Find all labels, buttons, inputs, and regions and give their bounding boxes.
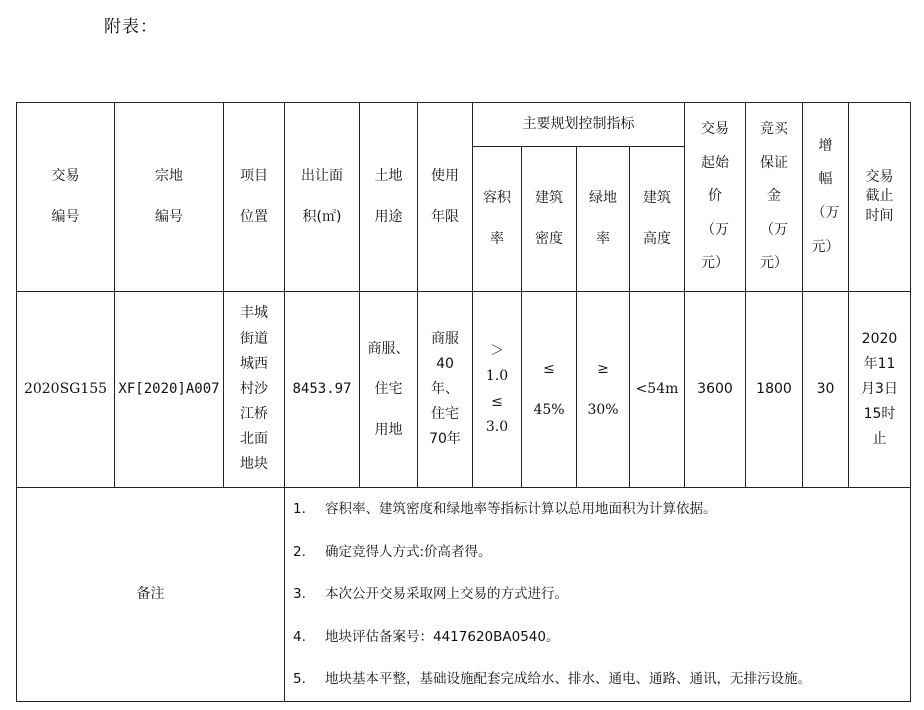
cell-green xyxy=(577,292,630,488)
cell-line: 年限 xyxy=(431,209,459,225)
cell-line: 编号 xyxy=(51,209,80,225)
cell-line: 元） xyxy=(701,255,729,272)
cell-line: 交易 xyxy=(865,168,894,185)
cell-area: 8453.97 xyxy=(285,292,360,488)
cell-line: 45% xyxy=(533,401,565,418)
cell-line: 止 xyxy=(872,431,887,448)
cell-line: 容积 xyxy=(483,190,511,207)
notes-list xyxy=(285,488,910,701)
cell-line: 2020 xyxy=(861,330,898,347)
note-text: 确定竞得人方式:价高者得。 xyxy=(325,543,492,560)
cell-line: 用途 xyxy=(374,209,403,225)
cell-location xyxy=(224,292,285,488)
cell-line: 位置 xyxy=(240,209,268,225)
note-number: 5. xyxy=(293,671,306,688)
data-row xyxy=(17,292,911,488)
cell-line: 30% xyxy=(587,401,619,418)
cell-line: 年、 xyxy=(431,380,459,397)
header-planning-group: 主要规划控制指标 xyxy=(473,103,685,147)
cell-trade-no: 2020SG155 xyxy=(17,292,115,488)
cell-line: 积(㎡) xyxy=(302,209,342,225)
cell-line: 北面 xyxy=(240,431,268,448)
note-item xyxy=(285,616,910,659)
cell-increment: 30 xyxy=(803,292,849,488)
note-item xyxy=(285,658,910,701)
cell-line: ＞ xyxy=(490,343,504,360)
header-parcel-no xyxy=(115,103,224,292)
cell-line: 街道 xyxy=(240,330,268,347)
header-height xyxy=(630,147,685,292)
cell-line: ≤ xyxy=(543,360,555,377)
cell-line: 城西 xyxy=(240,355,268,372)
cell-line: 建筑 xyxy=(535,190,563,207)
header-far xyxy=(473,147,522,292)
cell-line: 住宅 xyxy=(374,381,403,398)
cell-line: 40 xyxy=(436,355,454,372)
attachment-title: 附表： xyxy=(104,17,158,37)
cell-line: 增 xyxy=(818,137,833,154)
notes-cell xyxy=(285,488,911,702)
cell-line: 密度 xyxy=(535,231,563,247)
cell-line: 出让面 xyxy=(301,168,343,185)
cell-line: 住宅 xyxy=(431,406,459,423)
cell-line: 编号 xyxy=(155,209,183,225)
note-number: 3. xyxy=(293,586,306,603)
cell-line: 幅 xyxy=(818,171,833,188)
cell-land-use xyxy=(360,292,418,488)
cell-line: 宗地 xyxy=(155,168,183,185)
cell-line: （万 xyxy=(811,205,840,221)
cell-line: 年11 xyxy=(863,355,896,372)
cell-line: 商服、 xyxy=(367,340,410,357)
cell-start-price: 3600 xyxy=(685,292,746,488)
note-item xyxy=(285,488,910,531)
cell-line: 起始 xyxy=(701,154,729,171)
header-area xyxy=(285,103,360,292)
note-number: 4. xyxy=(293,628,306,645)
cell-line: （万 xyxy=(760,221,788,238)
cell-line: 时间 xyxy=(865,207,894,224)
cell-line: 交易 xyxy=(701,121,729,138)
cell-deposit: 1800 xyxy=(746,292,803,488)
header-land-use xyxy=(360,103,418,292)
cell-line: 项目 xyxy=(240,168,268,185)
cell-line: 地块 xyxy=(240,456,268,473)
cell-line: 元） xyxy=(760,255,788,272)
cell-line: 商服 xyxy=(431,330,459,347)
cell-line: （万 xyxy=(701,221,729,238)
cell-term xyxy=(418,292,473,488)
cell-line: 率 xyxy=(596,231,610,247)
cell-line: 绿地 xyxy=(589,190,617,207)
cell-line: 交易 xyxy=(51,168,80,185)
cell-line: 村沙 xyxy=(240,380,268,397)
header-trade-no xyxy=(17,103,115,292)
note-number: 1. xyxy=(293,501,306,517)
cell-line: 保证 xyxy=(760,154,788,171)
header-density xyxy=(522,147,577,292)
cell-line: 金 xyxy=(767,188,781,205)
cell-line: 用地 xyxy=(374,421,403,438)
cell-line: 土地 xyxy=(374,168,403,185)
cell-line: 建筑 xyxy=(643,190,671,207)
note-item xyxy=(285,531,910,574)
land-transaction-table xyxy=(16,102,911,702)
notes-row xyxy=(17,488,911,702)
note-text: 本次公开交易采取网上交易的方式进行。 xyxy=(325,586,568,603)
header-location xyxy=(224,103,285,292)
header-increment xyxy=(803,103,849,292)
cell-line: 元） xyxy=(811,238,840,255)
header-deadline xyxy=(849,103,911,292)
cell-line: 1.0 xyxy=(485,368,509,385)
cell-line: 高度 xyxy=(643,231,671,247)
header-row-1 xyxy=(17,103,911,147)
note-text: 地块评估备案号：4417620BA0540。 xyxy=(325,628,560,645)
cell-line: 丰城 xyxy=(240,305,268,322)
cell-line: ≥ xyxy=(597,360,609,377)
note-number: 2. xyxy=(293,543,306,560)
cell-line: 江桥 xyxy=(240,406,268,423)
cell-line: 截止 xyxy=(865,188,894,205)
cell-line: 使用 xyxy=(431,168,459,185)
cell-line: 70年 xyxy=(429,431,461,448)
cell-line: 价 xyxy=(708,188,722,205)
note-text: 地块基本平整，基础设施配套完成给水、排水、通电、通路、通讯，无排污设施。 xyxy=(325,671,811,688)
cell-line: ≤ xyxy=(491,393,503,410)
cell-line: 率 xyxy=(490,231,504,247)
cell-line: 3.0 xyxy=(485,418,509,435)
cell-parcel-no: XF[2020]A007 xyxy=(115,292,224,488)
header-start-price xyxy=(685,103,746,292)
notes-label: 备注 xyxy=(17,488,285,702)
cell-far xyxy=(473,292,522,488)
cell-line: 竞买 xyxy=(760,121,788,138)
cell-height: <54m xyxy=(630,292,685,488)
cell-deadline xyxy=(849,292,911,488)
header-term xyxy=(418,103,473,292)
cell-line: 月3日 xyxy=(861,380,898,397)
cell-density xyxy=(522,292,577,488)
header-deposit xyxy=(746,103,803,292)
note-text: 容积率、建筑密度和绿地率等指标计算以总用地面积为计算依据。 xyxy=(325,501,717,517)
note-item xyxy=(285,573,910,616)
header-green xyxy=(577,147,630,292)
cell-line: 15时 xyxy=(863,406,896,423)
